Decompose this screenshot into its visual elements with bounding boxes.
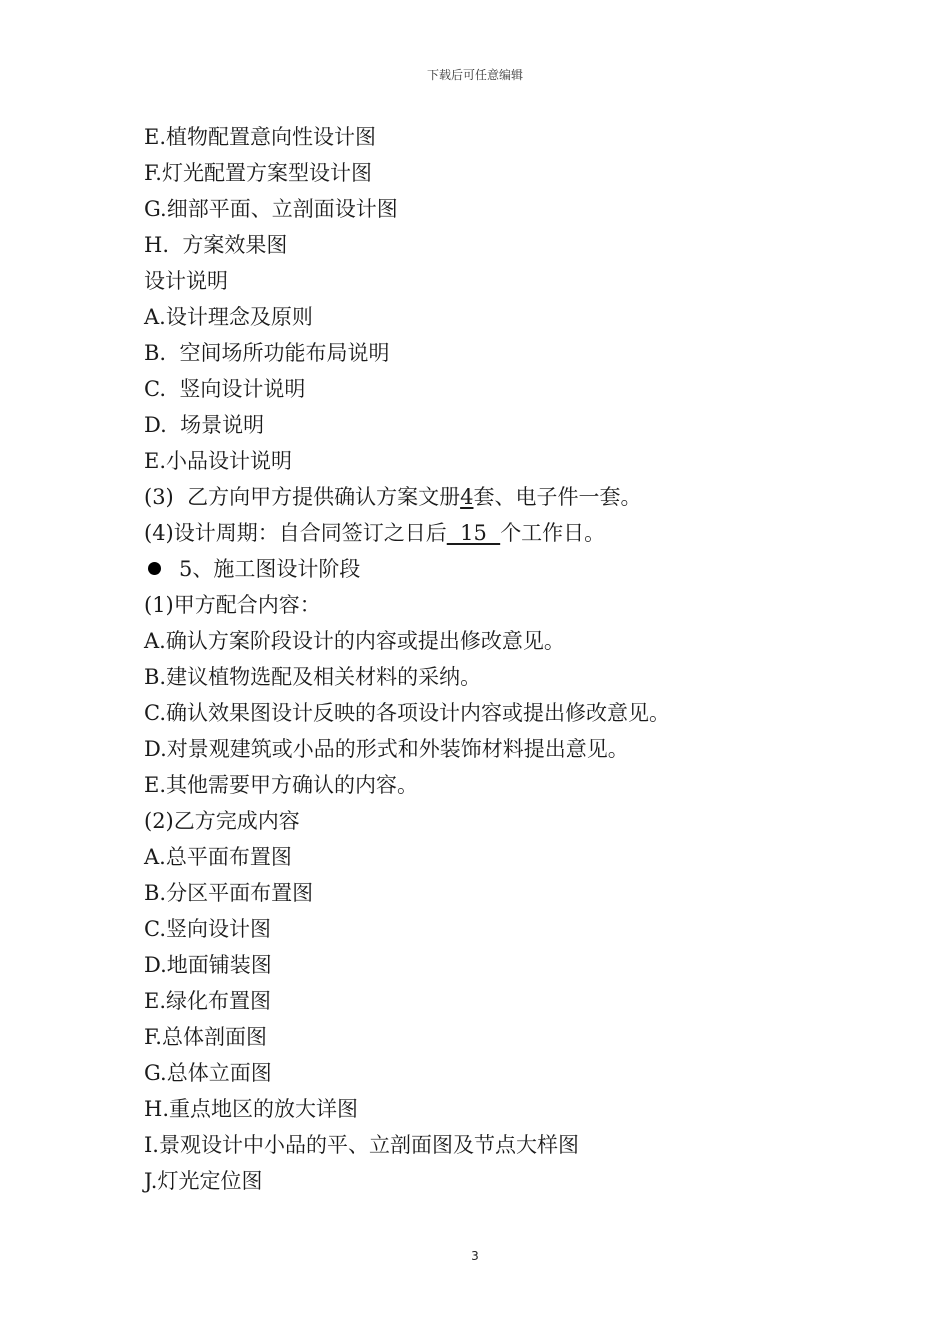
list-item: D. 场景说明: [144, 413, 265, 437]
list-item: C.竖向设计图: [144, 917, 271, 941]
list-item: F.总体剖面图: [144, 1025, 267, 1049]
subsection-heading: (2)乙方完成内容: [144, 809, 300, 833]
list-item: I.景观设计中小品的平、立剖面图及节点大样图: [144, 1133, 579, 1157]
copies-clause-prefix: (3) 乙方向甲方提供确认方案文册: [144, 485, 461, 509]
list-item: E.小品设计说明: [144, 449, 293, 473]
list-item: G.总体立面图: [144, 1061, 272, 1085]
list-item: D.地面铺装图: [144, 953, 272, 977]
list-item: E.植物配置意向性设计图: [144, 125, 377, 149]
design-period-prefix: (4)设计周期：自合同签订之日后: [144, 521, 447, 545]
list-item: E.绿化布置图: [144, 989, 272, 1013]
list-item: F.灯光配置方案型设计图: [144, 161, 372, 185]
list-item: B. 空间场所功能布局说明: [144, 341, 390, 365]
document-body: [144, 119, 844, 1199]
list-item: C. 竖向设计说明: [144, 377, 306, 401]
copies-clause-suffix: 套、电子件一套。: [473, 485, 642, 509]
list-item: E.其他需要甲方确认的内容。: [144, 773, 419, 797]
design-period-days-value: 15: [446, 521, 501, 545]
copies-count-value: 4: [460, 485, 474, 509]
design-period-suffix: 个工作日。: [500, 521, 606, 545]
list-item: H.重点地区的放大详图: [144, 1097, 358, 1121]
list-item: C.确认效果图设计反映的各项设计内容或提出修改意见。: [144, 701, 670, 725]
bullet-icon: [148, 562, 161, 575]
list-item: A.确认方案阶段设计的内容或提出修改意见。: [144, 629, 565, 653]
copies-clause: [144, 479, 844, 515]
section-label-design-notes: 设计说明: [144, 269, 228, 293]
page-header: 下载后可任意编辑: [426, 68, 523, 82]
list-item: H. 方案效果图: [144, 233, 288, 257]
design-period-clause: [144, 515, 844, 551]
list-item: A.设计理念及原则: [144, 305, 313, 329]
page-number: 3: [471, 1249, 479, 1263]
list-item: A.总平面布置图: [144, 845, 292, 869]
list-item: D.对景观建筑或小品的形式和外装饰材料提出意见。: [144, 737, 629, 761]
subsection-heading: (1)甲方配合内容：: [144, 593, 321, 617]
list-item: J.灯光定位图: [144, 1169, 263, 1193]
list-item: B.建议植物选配及相关材料的采纳。: [144, 665, 482, 689]
section-heading-text: 5、施工图设计阶段: [179, 557, 361, 581]
section-heading: [144, 551, 844, 587]
list-item: B.分区平面布置图: [144, 881, 314, 905]
list-item: G.细部平面、立剖面设计图: [144, 197, 398, 221]
